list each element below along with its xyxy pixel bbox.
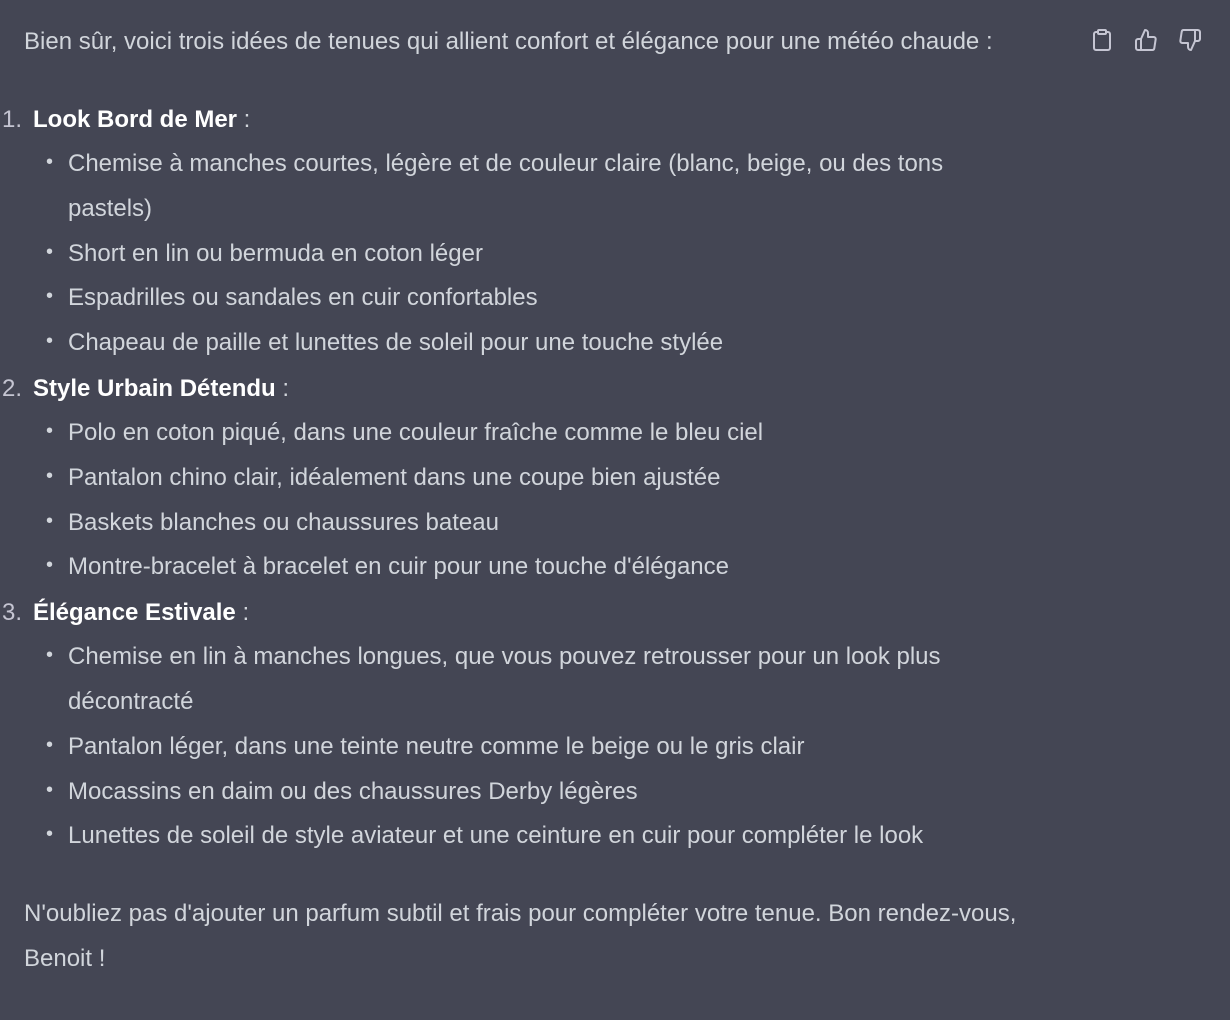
list-item-text: Baskets blanches ou chaussures bateau bbox=[68, 508, 499, 536]
bullet-icon: • bbox=[46, 330, 54, 353]
list-item-text: Lunettes de soleil de style aviateur et une ceinture en cuir pour compléter le look bbox=[68, 822, 924, 850]
list-item bbox=[33, 501, 998, 546]
outfit-title-suffix: : bbox=[237, 106, 251, 133]
list-item-text: Short en lin ou bermuda en coton léger bbox=[68, 239, 483, 267]
bullet-icon: • bbox=[46, 285, 54, 308]
bullet-icon: • bbox=[46, 644, 54, 667]
list-item bbox=[33, 276, 998, 321]
outfit-items bbox=[33, 411, 1060, 590]
list-item-text: Pantalon chino clair, idéalement dans une coupe bien ajustée bbox=[68, 463, 721, 491]
outfit-heading bbox=[1, 366, 1060, 411]
bullet-icon: • bbox=[46, 733, 54, 756]
list-item bbox=[33, 814, 998, 859]
bullet-icon: • bbox=[46, 778, 54, 801]
outfit-item bbox=[0, 97, 1060, 366]
bullet-icon: • bbox=[46, 419, 54, 442]
list-item-text: Montre-bracelet à bracelet en cuir pour une touche d'élégance bbox=[68, 553, 729, 581]
list-item bbox=[33, 321, 998, 366]
list-item bbox=[33, 725, 998, 770]
bullet-icon: • bbox=[46, 554, 54, 577]
outfit-title: Élégance Estivale bbox=[33, 599, 236, 627]
outfit-items bbox=[33, 142, 1060, 366]
list-item-text: Espadrilles ou sandales en cuir confortables bbox=[68, 284, 538, 312]
outfit-heading bbox=[1, 590, 1060, 635]
list-item bbox=[33, 635, 998, 725]
list-item-text: Chemise à manches courtes, légère et de couleur claire (blanc, beige, ou des tons pastels) bbox=[68, 150, 944, 222]
outfit-list bbox=[0, 97, 1060, 859]
bullet-icon: • bbox=[46, 509, 54, 532]
clipboard-icon bbox=[1090, 28, 1114, 55]
outfit-title-suffix: : bbox=[235, 599, 250, 627]
bullet-icon: • bbox=[46, 823, 54, 846]
outfit-items bbox=[33, 635, 1060, 859]
outfit-item bbox=[0, 590, 1060, 859]
bullet-icon: • bbox=[46, 464, 54, 487]
thumbs-up-icon bbox=[1134, 28, 1158, 55]
thumbs-down-button[interactable] bbox=[1176, 24, 1204, 58]
list-item-text: Mocassins en daim ou des chaussures Derby légères bbox=[68, 777, 638, 805]
list-item-text: Chemise en lin à manches longues, que vous pouvez retrousser pour un look plus décontracté bbox=[68, 643, 941, 715]
list-item bbox=[33, 142, 998, 232]
bullet-icon: • bbox=[46, 240, 54, 263]
copy-button[interactable] bbox=[1088, 24, 1116, 58]
list-item bbox=[33, 411, 998, 456]
outfit-number: 1. bbox=[1, 106, 22, 133]
bullet-icon: • bbox=[46, 151, 54, 173]
outfit-number: 3. bbox=[1, 599, 22, 627]
list-item bbox=[33, 545, 998, 590]
list-item-text: Chapeau de paille et lunettes de soleil pour une touche stylée bbox=[68, 329, 724, 357]
outfit-number: 2. bbox=[1, 374, 22, 402]
intro-text: Bien sûr, voici trois idées de tenues qui allient confort et élégance pour une météo chaude : bbox=[24, 28, 993, 55]
outfit-title-suffix: : bbox=[275, 374, 290, 402]
list-item bbox=[33, 456, 998, 501]
thumbs-down-icon bbox=[1178, 28, 1202, 55]
outfit-heading bbox=[1, 97, 1060, 142]
thumbs-up-button[interactable] bbox=[1132, 24, 1160, 58]
list-item-text: Pantalon léger, dans une teinte neutre comme le beige ou le gris clair bbox=[68, 732, 805, 760]
message-actions bbox=[1088, 24, 1204, 58]
outfit-item bbox=[0, 366, 1060, 590]
list-item bbox=[33, 232, 998, 277]
list-item bbox=[33, 770, 998, 815]
outfit-title: Style Urbain Détendu bbox=[33, 374, 276, 402]
outro-text: N'oubliez pas d'ajouter un parfum subtil et frais pour compléter votre tenue. Bon rendez-vous, Benoit ! bbox=[24, 900, 1017, 972]
outfit-title: Look Bord de Mer bbox=[33, 106, 238, 133]
list-item-text: Polo en coton piqué, dans une couleur fraîche comme le bleu ciel bbox=[68, 418, 764, 446]
